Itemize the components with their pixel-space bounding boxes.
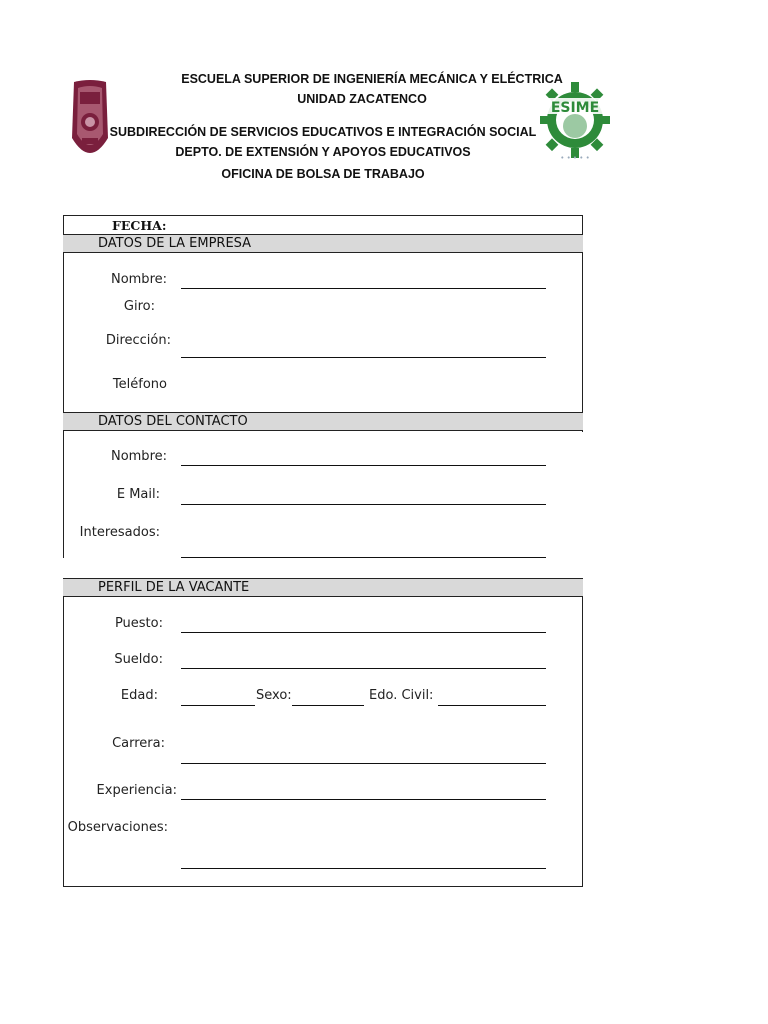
contacto-email-label: E Mail: (116, 487, 160, 502)
empresa-direccion-field[interactable] (181, 357, 546, 358)
vacante-sueldo-field[interactable] (181, 668, 546, 669)
subdirection-name: SUBDIRECCIÓN DE SERVICIOS EDUCATIVOS E INTEGRACIÓN SOCIAL (109, 125, 537, 139)
vacante-experiencia-field[interactable] (181, 799, 546, 800)
vacante-observaciones-field[interactable] (181, 868, 546, 869)
vacante-puesto-label: Puesto: (114, 616, 163, 631)
vacante-experiencia-label: Experiencia: (96, 783, 177, 798)
section-vacante (63, 578, 583, 597)
esime-logo (536, 76, 614, 164)
contacto-email-field[interactable] (181, 504, 546, 505)
empresa-direccion-label: Dirección: (105, 333, 171, 348)
vacante-carrera-field[interactable] (181, 763, 546, 764)
vacante-edo-civil-field[interactable] (438, 705, 546, 706)
svg-text:• • • • •: • • • • • (560, 154, 590, 162)
fecha-label: FECHA: (112, 218, 167, 233)
vacante-edo-civil-label: Edo. Civil: (369, 688, 434, 703)
office-name: OFICINA DE BOLSA DE TRABAJO (221, 167, 425, 181)
contacto-nombre-label: Nombre: (110, 449, 167, 464)
vacante-sexo-field[interactable] (292, 705, 364, 706)
empresa-nombre-label: Nombre: (110, 272, 167, 287)
esime-logo-text: ESIME (550, 100, 600, 116)
section-empresa (63, 234, 583, 253)
section-vacante-title: PERFIL DE LA VACANTE (98, 580, 250, 595)
vacante-sueldo-label: Sueldo: (114, 652, 163, 667)
school-name: ESCUELA SUPERIOR DE INGENIERÍA MECÁNICA Y ELÉCTRICA (181, 72, 563, 86)
empresa-giro-label: Giro: (123, 299, 155, 314)
vacante-puesto-field[interactable] (181, 632, 546, 633)
contacto-interesados-field[interactable] (181, 557, 546, 558)
vacante-edad-field[interactable] (181, 705, 255, 706)
vacante-sexo-label: Sexo: (256, 688, 292, 703)
vacante-observaciones-label: Observaciones: (67, 820, 168, 835)
vacante-carrera-label: Carrera: (112, 736, 165, 751)
empresa-nombre-field[interactable] (181, 288, 546, 289)
section-contacto (63, 412, 583, 431)
contacto-nombre-field[interactable] (181, 465, 546, 466)
contacto-interesados-label: Interesados: (79, 525, 160, 540)
vacante-edad-label: Edad: (120, 688, 158, 703)
empresa-telefono-label: Teléfono (112, 377, 167, 392)
section-contacto-title: DATOS DEL CONTACTO (98, 414, 248, 429)
department-name: DEPTO. DE EXTENSIÓN Y APOYOS EDUCATIVOS (175, 145, 471, 159)
section-empresa-title: DATOS DE LA EMPRESA (98, 236, 252, 251)
unit-name: UNIDAD ZACATENCO (297, 92, 427, 106)
